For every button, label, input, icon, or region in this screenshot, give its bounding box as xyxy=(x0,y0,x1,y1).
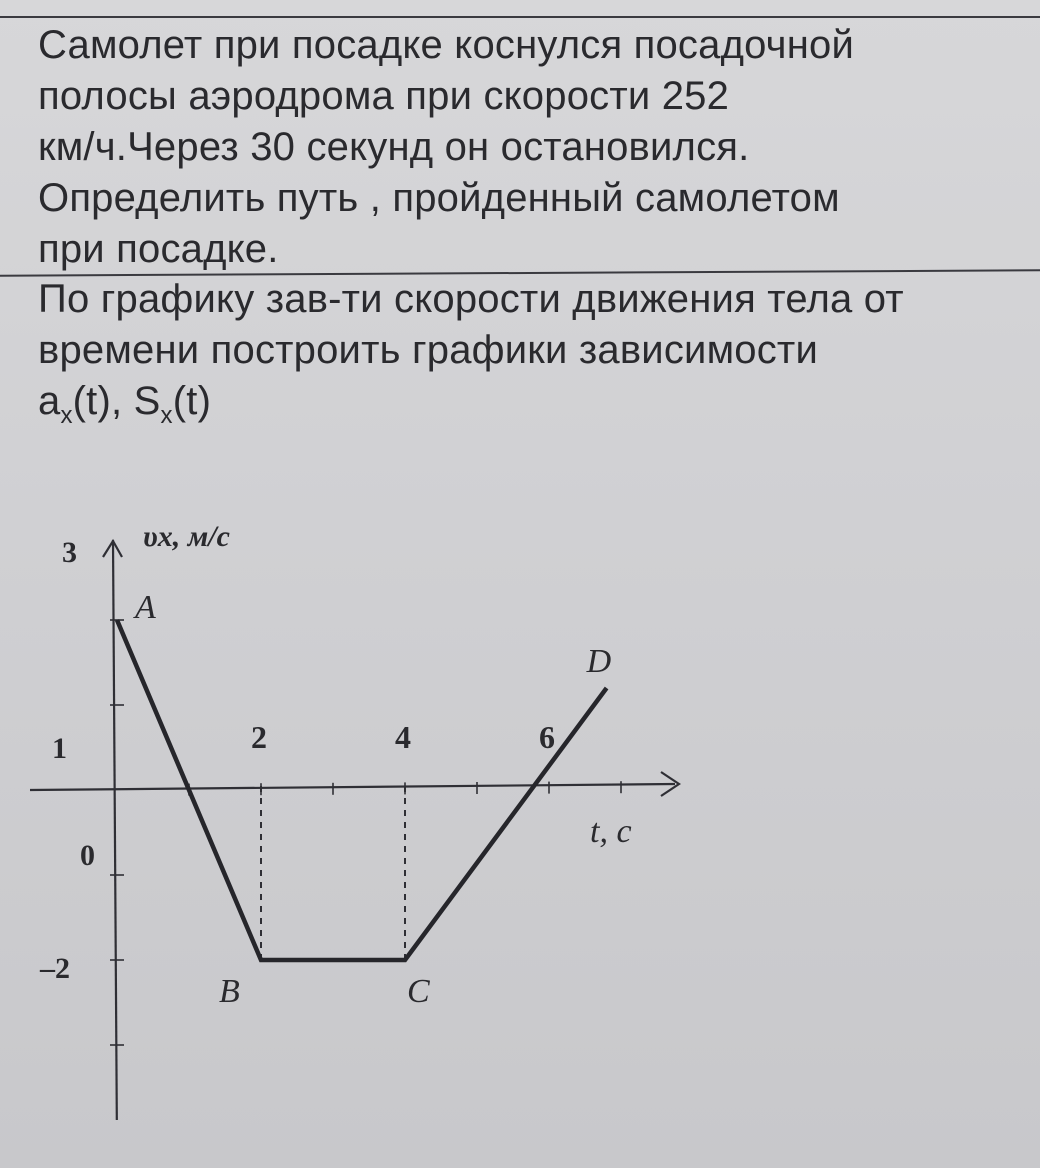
task-1-line: Определить путь , пройденный самолетом xyxy=(38,176,840,220)
formula-a-arg: (t), xyxy=(72,379,134,423)
y-tick-label: –2 xyxy=(40,952,70,985)
x-tick-label: 6 xyxy=(539,719,555,755)
task-1-line: Самолет при посадке коснулся посадочной xyxy=(38,23,855,67)
chart-series xyxy=(117,620,607,960)
x-tick-label: 2 xyxy=(251,719,267,755)
x-tick-label: 4 xyxy=(395,719,411,755)
task-1-line: км/ч.Через 30 секунд он остановился. xyxy=(38,125,750,169)
task-1-text xyxy=(38,20,1028,275)
x-axis-label: t, c xyxy=(590,813,632,850)
chart-axes xyxy=(30,540,679,1120)
formula-a-subscript: x xyxy=(60,402,73,429)
formula-s: S xyxy=(133,379,161,423)
point-label-b: B xyxy=(219,973,240,1010)
task-1-line: при посадке. xyxy=(38,227,279,271)
y-tick-label: 0 xyxy=(80,839,95,872)
point-label-c: C xyxy=(407,973,430,1010)
formula-a: a xyxy=(38,379,61,423)
velocity-line xyxy=(117,620,607,960)
y-axis-label: υx, м/с xyxy=(143,520,230,553)
point-label-a: A xyxy=(135,589,156,626)
x-axis-line xyxy=(30,784,675,790)
formula-s-arg: (t) xyxy=(172,379,212,423)
task-2-text xyxy=(38,274,1028,441)
task-2-line: времени построить графики зависимости xyxy=(38,328,818,372)
chart-ticks xyxy=(110,620,621,1045)
task-2-line: По графику зав-ти скорости движения тела от xyxy=(38,277,904,321)
top-border-line xyxy=(0,16,1040,18)
chart-guides xyxy=(261,786,405,960)
chart-labels xyxy=(39,520,632,1010)
task-1-line: полосы аэродрома при скорости 252 xyxy=(38,74,730,118)
y-tick-label: 3 xyxy=(62,536,77,569)
velocity-time-chart xyxy=(0,500,700,1120)
formula-s-subscript: x xyxy=(160,402,173,429)
task-2-formula xyxy=(38,376,1028,441)
point-label-d: D xyxy=(586,643,612,680)
y-axis-line xyxy=(113,540,117,1120)
y-tick-label: 1 xyxy=(52,732,67,765)
